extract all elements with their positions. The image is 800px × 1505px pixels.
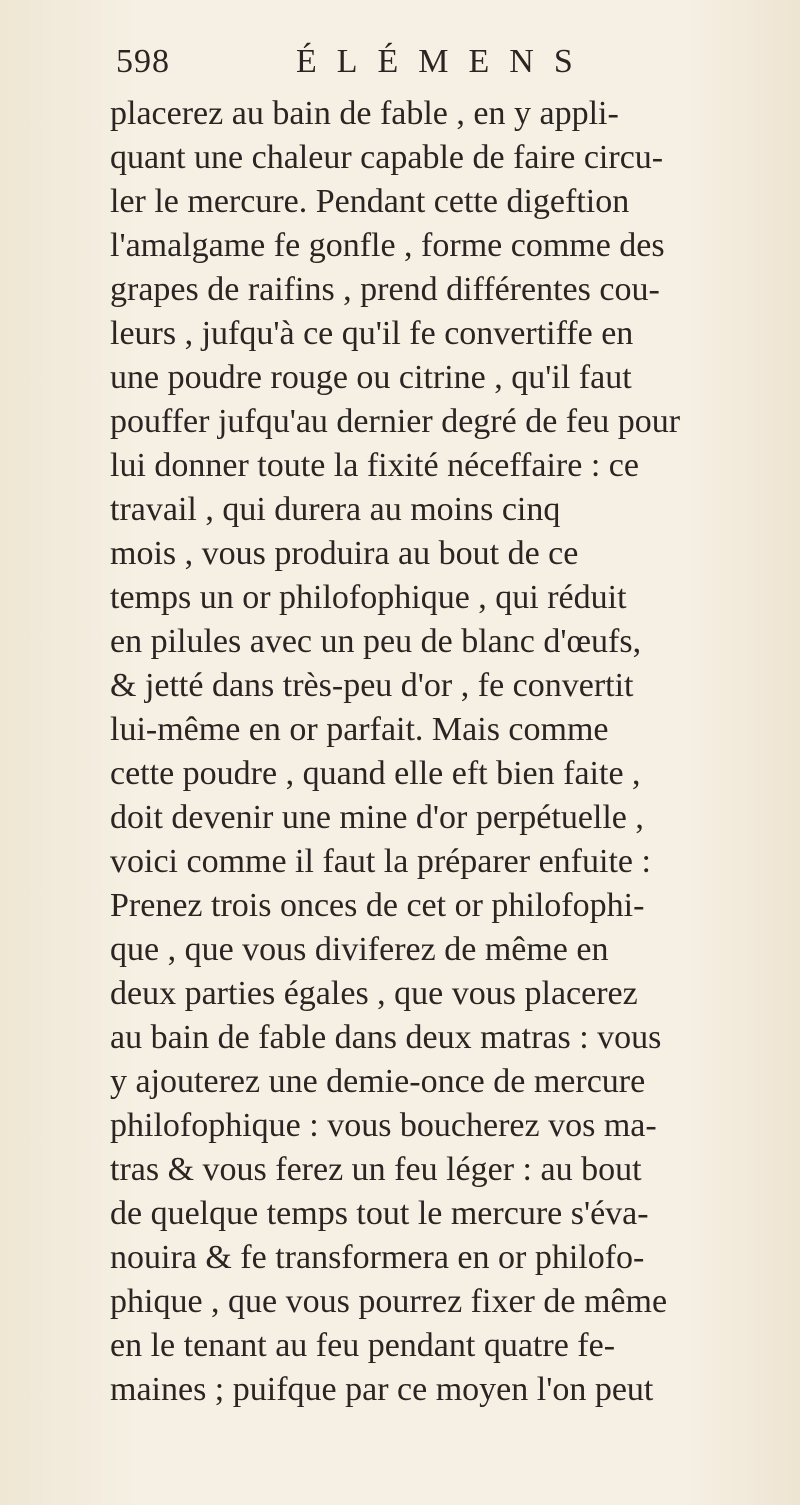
page-header bbox=[110, 40, 800, 84]
text-line: nouira & fe transformera en or philofo- bbox=[110, 1239, 645, 1276]
page-number: 598 bbox=[116, 43, 170, 80]
text-line: ler le mercure. Pendant cette digeftion bbox=[110, 183, 630, 220]
text-line: placerez au bain de fable , en y appli- bbox=[110, 95, 619, 132]
text-line: doit devenir une mine d'or perpétuelle , bbox=[110, 799, 644, 836]
text-line: Prenez trois onces de cet or philofophi- bbox=[110, 887, 645, 924]
text-line: pouffer jufqu'au dernier degré de feu pour bbox=[110, 403, 681, 440]
text-line: travail , qui durera au moins cinq bbox=[110, 491, 561, 528]
text-line: en le tenant au feu pendant quatre fe- bbox=[110, 1327, 616, 1364]
text-line: y ajouterez une demie-once de mercure bbox=[110, 1063, 646, 1100]
text-line: maines ; puifque par ce moyen l'on peut bbox=[110, 1371, 654, 1408]
text-line: lui-même en or parfait. Mais comme bbox=[110, 711, 609, 748]
text-line: en pilules avec un peu de blanc d'œufs, bbox=[110, 623, 642, 660]
text-line: quant une chaleur capable de faire circu- bbox=[110, 139, 664, 176]
text-line: tras & vous ferez un feu léger : au bout bbox=[110, 1151, 642, 1188]
text-line: voici comme il faut la préparer enfuite : bbox=[110, 843, 651, 880]
text-line: philofophique : vous boucherez vos ma- bbox=[110, 1107, 657, 1144]
text-line: cette poudre , quand elle eft bien faite , bbox=[110, 755, 641, 792]
text-line: deux parties égales , que vous placerez bbox=[110, 975, 638, 1012]
text-line: lui donner toute la fixité néceffaire : ce bbox=[110, 447, 639, 484]
text-line: mois , vous produira au bout de ce bbox=[110, 535, 579, 572]
body-text bbox=[110, 92, 800, 1412]
text-line: temps un or philofophique , qui réduit bbox=[110, 579, 627, 616]
text-line: que , que vous diviferez de même en bbox=[110, 931, 609, 968]
text-line: l'amalgame fe gonfle , forme comme des bbox=[110, 227, 665, 264]
text-line: phique , que vous pourrez fixer de même bbox=[110, 1283, 668, 1320]
text-line: & jetté dans très-peu d'or , fe convertit bbox=[110, 667, 634, 704]
text-line: grapes de raifins , prend différentes cou- bbox=[110, 271, 660, 308]
text-line: de quelque temps tout le mercure s'éva- bbox=[110, 1195, 649, 1232]
text-line: au bain de fable dans deux matras : vous bbox=[110, 1019, 662, 1056]
text-line: leurs , jufqu'à ce qu'il fe convertiffe en bbox=[110, 315, 634, 352]
text-line: une poudre rouge ou citrine , qu'il faut bbox=[110, 359, 632, 396]
running-head: ÉLÉMENS bbox=[296, 43, 593, 80]
